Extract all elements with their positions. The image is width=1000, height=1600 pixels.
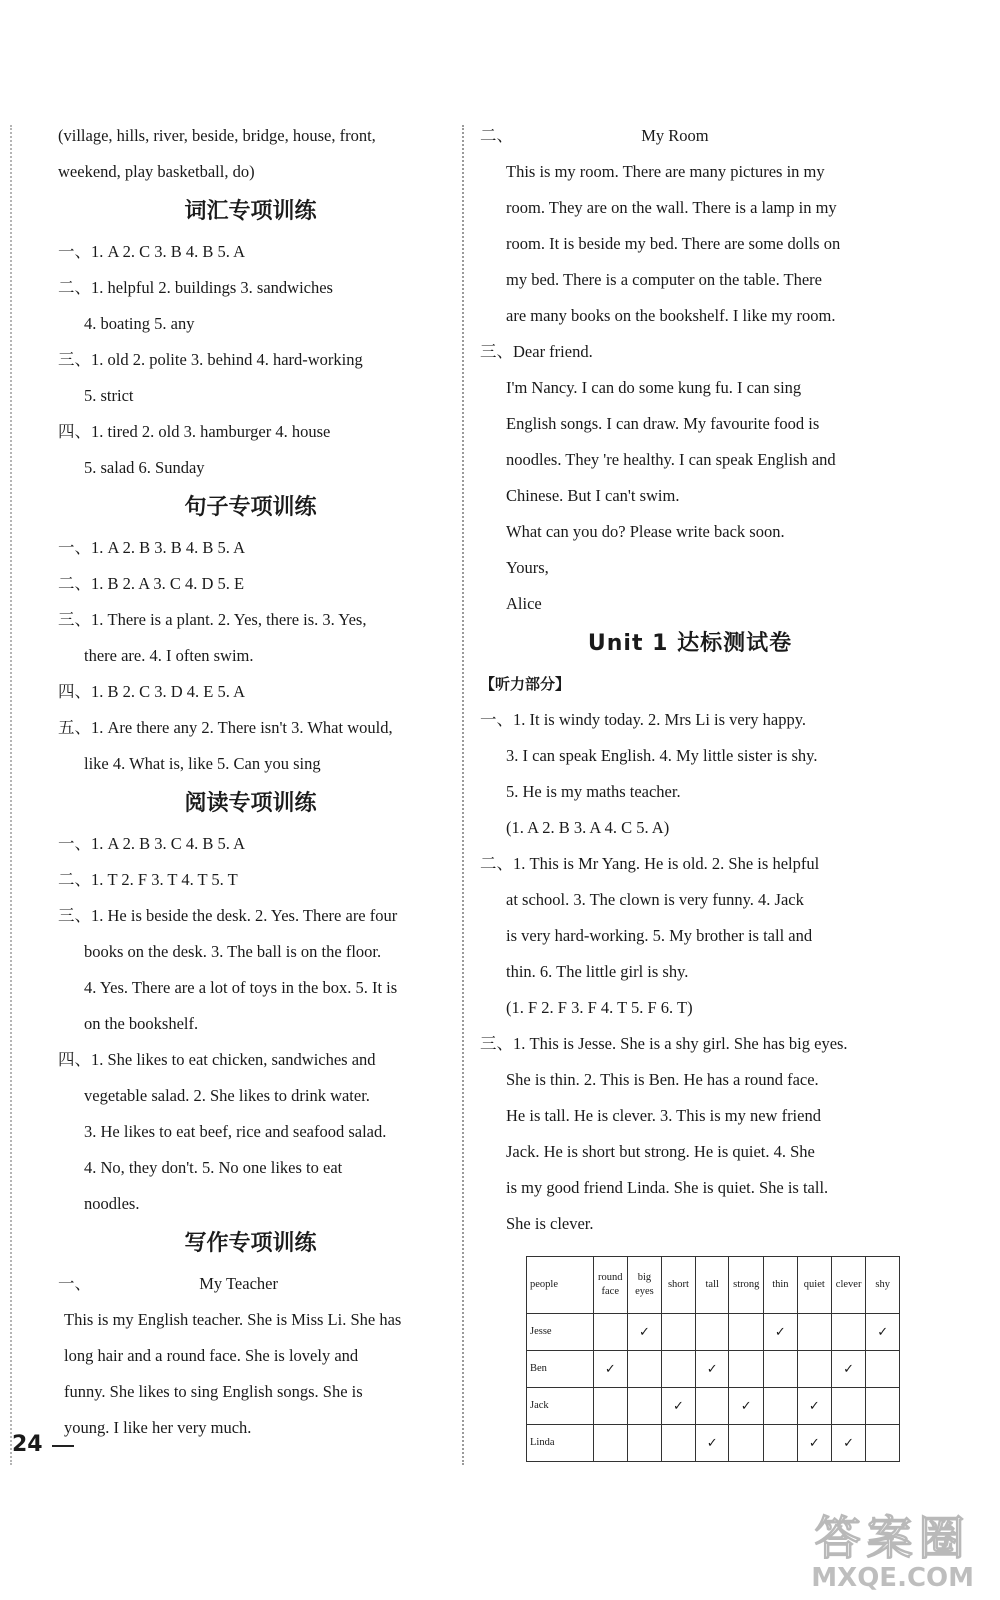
answer-line: 5. strict	[84, 386, 134, 405]
answer-line: 三、1. This is Jesse. She is a shy girl. She has big eyes.	[480, 1034, 848, 1053]
empty-cell	[593, 1314, 627, 1351]
unit-heading: Unit 1 达标测试卷	[587, 631, 793, 656]
empty-cell	[661, 1425, 695, 1462]
table-column-header: quiet	[797, 1257, 831, 1314]
reading-answers	[58, 826, 443, 1222]
watermark-logo	[811, 1512, 974, 1592]
answer-line: at school. 3. The clown is very funny. 4. Jack	[506, 890, 804, 909]
check-mark-cell: ✓	[866, 1314, 900, 1351]
table-row	[527, 1314, 900, 1351]
empty-cell	[696, 1388, 729, 1425]
table-row	[527, 1388, 900, 1425]
answer-line: 三、1. He is beside the desk. 2. Yes. There are four	[58, 906, 398, 925]
answer-line: 三、1. old 2. polite 3. behind 4. hard-working	[58, 350, 363, 369]
column-divider	[462, 125, 464, 1465]
essay-line: my bed. There is a computer on the table. There	[506, 270, 822, 289]
answer-line: 四、1. tired 2. old 3. hamburger 4. house	[58, 422, 331, 441]
table-column-header: big eyes	[628, 1257, 662, 1314]
check-mark-cell: ✓	[696, 1425, 729, 1462]
essay-line: young. I like her very much.	[64, 1418, 252, 1437]
answer-line: there are. 4. I often swim.	[84, 646, 254, 665]
empty-cell	[866, 1351, 900, 1388]
letter-line: Chinese. But I can't swim.	[506, 486, 680, 505]
letter-line: What can you do? Please write back soon.	[506, 522, 785, 541]
writing-heading: 写作专项训练	[184, 1231, 317, 1256]
trait-table-body	[527, 1257, 900, 1462]
writing-title: My Teacher	[199, 1274, 278, 1293]
empty-cell	[696, 1314, 729, 1351]
letter-line: noodles. They 're healthy. I can speak English and	[506, 450, 836, 469]
empty-cell	[764, 1425, 798, 1462]
empty-cell	[831, 1314, 866, 1351]
empty-cell	[661, 1314, 695, 1351]
table-column-header: clever	[831, 1257, 866, 1314]
my-room-title-row	[480, 118, 900, 154]
check-mark-cell: ✓	[661, 1388, 695, 1425]
answer-line: 四、1. B 2. C 3. D 4. E 5. A	[58, 682, 246, 701]
essay-line: long hair and a round face. She is lovely and	[64, 1346, 359, 1365]
empty-cell	[628, 1351, 662, 1388]
check-mark-cell: ✓	[831, 1351, 866, 1388]
empty-cell	[797, 1351, 831, 1388]
check-mark-cell: ✓	[628, 1314, 662, 1351]
check-mark-cell: ✓	[797, 1388, 831, 1425]
answer-line: (1. F 2. F 3. F 4. T 5. F 6. T)	[506, 998, 693, 1017]
empty-cell	[661, 1351, 695, 1388]
answer-line: 一、1. A 2. B 3. B 4. B 5. A	[58, 538, 246, 557]
table-row	[527, 1425, 900, 1462]
check-mark-cell: ✓	[696, 1351, 729, 1388]
row-name: Jack	[527, 1388, 594, 1425]
word-list-line-1: (village, hills, river, beside, bridge, house, front,	[58, 126, 376, 145]
answer-line: is my good friend Linda. She is quiet. She is tall.	[506, 1178, 829, 1197]
check-mark-cell: ✓	[764, 1314, 798, 1351]
empty-cell	[866, 1425, 900, 1462]
empty-cell	[729, 1425, 764, 1462]
page-number-dash	[52, 1445, 74, 1447]
answer-line: 4. No, they don't. 5. No one likes to eat	[84, 1158, 343, 1177]
table-column-header: short	[661, 1257, 695, 1314]
table-column-header: thin	[764, 1257, 798, 1314]
watermark-cn: 答案圈	[814, 1511, 971, 1565]
my-room-title: My Room	[641, 126, 709, 145]
check-mark-cell: ✓	[831, 1425, 866, 1462]
essay-line: are many books on the bookshelf. I like my room.	[506, 306, 836, 325]
right-column	[480, 118, 900, 1462]
letter-first-row	[480, 334, 900, 370]
answer-line: books on the desk. 3. The ball is on the floor.	[84, 942, 382, 961]
row-name: Ben	[527, 1351, 594, 1388]
letter-line: English songs. I can draw. My favourite food is	[506, 414, 820, 433]
answer-line: 4. Yes. There are a lot of toys in the box. 5. It is	[84, 978, 398, 997]
answer-line: 四、1. She likes to eat chicken, sandwiches and	[58, 1050, 376, 1069]
answer-line: 二、1. This is Mr Yang. He is old. 2. She is helpful	[480, 854, 820, 873]
answer-line: He is tall. He is clever. 3. This is my new friend	[506, 1106, 821, 1125]
writing-title-row	[58, 1266, 443, 1302]
check-mark-cell: ✓	[729, 1388, 764, 1425]
watermark-en: MXQE.COM	[811, 1563, 974, 1593]
answer-line: like 4. What is, like 5. Can you sing	[84, 754, 321, 773]
answer-line: 5. salad 6. Sunday	[84, 458, 205, 477]
empty-cell	[764, 1351, 798, 1388]
answer-line: 一、1. A 2. C 3. B 4. B 5. A	[58, 242, 246, 261]
answer-line: 3. He likes to eat beef, rice and seafood salad.	[84, 1122, 387, 1141]
answer-line: vegetable salad. 2. She likes to drink water.	[84, 1086, 370, 1105]
sentence-answers	[58, 530, 443, 782]
unit-answers	[480, 702, 900, 1242]
essay-line: room. They are on the wall. There is a lamp in my	[506, 198, 837, 217]
vocab-heading: 词汇专项训练	[184, 199, 317, 224]
essay-line: room. It is beside my bed. There are some dolls on	[506, 234, 841, 253]
answer-line: 3. I can speak English. 4. My little sister is shy.	[506, 746, 818, 765]
letter-line: I'm Nancy. I can do some kung fu. I can sing	[506, 378, 802, 397]
empty-cell	[866, 1388, 900, 1425]
essay-line: This is my English teacher. She is Miss Li. She has	[64, 1310, 402, 1329]
reading-heading: 阅读专项训练	[184, 791, 317, 816]
letter-label: 三、	[480, 342, 513, 361]
vocab-answers	[58, 234, 443, 486]
answer-line: thin. 6. The little girl is shy.	[506, 962, 689, 981]
sentence-heading: 句子专项训练	[184, 495, 317, 520]
answer-line: (1. A 2. B 3. A 4. C 5. A)	[506, 818, 670, 837]
row-name: Linda	[527, 1425, 594, 1462]
answer-line: noodles.	[84, 1194, 140, 1213]
trait-table	[526, 1256, 900, 1462]
word-list-line-2: weekend, play basketball, do)	[58, 162, 255, 181]
answer-line: She is clever.	[506, 1214, 594, 1233]
letter-line: Yours,	[506, 558, 549, 577]
check-mark-cell: ✓	[797, 1425, 831, 1462]
empty-cell	[831, 1388, 866, 1425]
answer-line: 二、1. helpful 2. buildings 3. sandwiches	[58, 278, 333, 297]
letter-line: Alice	[506, 594, 542, 613]
table-row	[527, 1351, 900, 1388]
answer-line: 五、1. Are there any 2. There isn't 3. What would,	[58, 718, 393, 737]
answer-line: 5. He is my maths teacher.	[506, 782, 681, 801]
table-column-header: tall	[696, 1257, 729, 1314]
answer-line: on the bookshelf.	[84, 1014, 199, 1033]
answer-line: 三、1. There is a plant. 2. Yes, there is. 3. Yes,	[58, 610, 367, 629]
writing-label: 一、	[58, 1274, 91, 1293]
table-column-header: shy	[866, 1257, 900, 1314]
answer-line: 二、1. B 2. A 3. C 4. D 5. E	[58, 574, 245, 593]
left-margin-rule	[10, 125, 12, 1465]
empty-cell	[729, 1314, 764, 1351]
answer-line: 一、1. A 2. B 3. C 4. B 5. A	[58, 834, 246, 853]
answer-line: Jack. He is short but strong. He is quiet. 4. She	[506, 1142, 815, 1161]
answer-line: 二、1. T 2. F 3. T 4. T 5. T	[58, 870, 238, 889]
left-column	[58, 118, 443, 1446]
table-column-header: round face	[593, 1257, 627, 1314]
empty-cell	[628, 1388, 662, 1425]
table-column-header: strong	[729, 1257, 764, 1314]
answer-line: 4. boating 5. any	[84, 314, 195, 333]
essay-line: funny. She likes to sing English songs. She is	[64, 1382, 363, 1401]
page-number: 24	[12, 1432, 43, 1457]
listening-section-label: 【听力部分】	[480, 675, 571, 693]
empty-cell	[729, 1351, 764, 1388]
essay-line: This is my room. There are many pictures in my	[506, 162, 825, 181]
letter-greeting: Dear friend.	[513, 342, 593, 361]
answer-line: 一、1. It is windy today. 2. Mrs Li is very happy.	[480, 710, 806, 729]
row-name: Jesse	[527, 1314, 594, 1351]
answer-line: is very hard-working. 5. My brother is tall and	[506, 926, 813, 945]
check-mark-cell: ✓	[593, 1351, 627, 1388]
my-room-label: 二、	[480, 126, 513, 145]
empty-cell	[797, 1314, 831, 1351]
answer-line: She is thin. 2. This is Ben. He has a round face.	[506, 1070, 819, 1089]
empty-cell	[628, 1425, 662, 1462]
empty-cell	[764, 1388, 798, 1425]
table-corner: people	[527, 1257, 594, 1314]
empty-cell	[593, 1425, 627, 1462]
empty-cell	[593, 1388, 627, 1425]
